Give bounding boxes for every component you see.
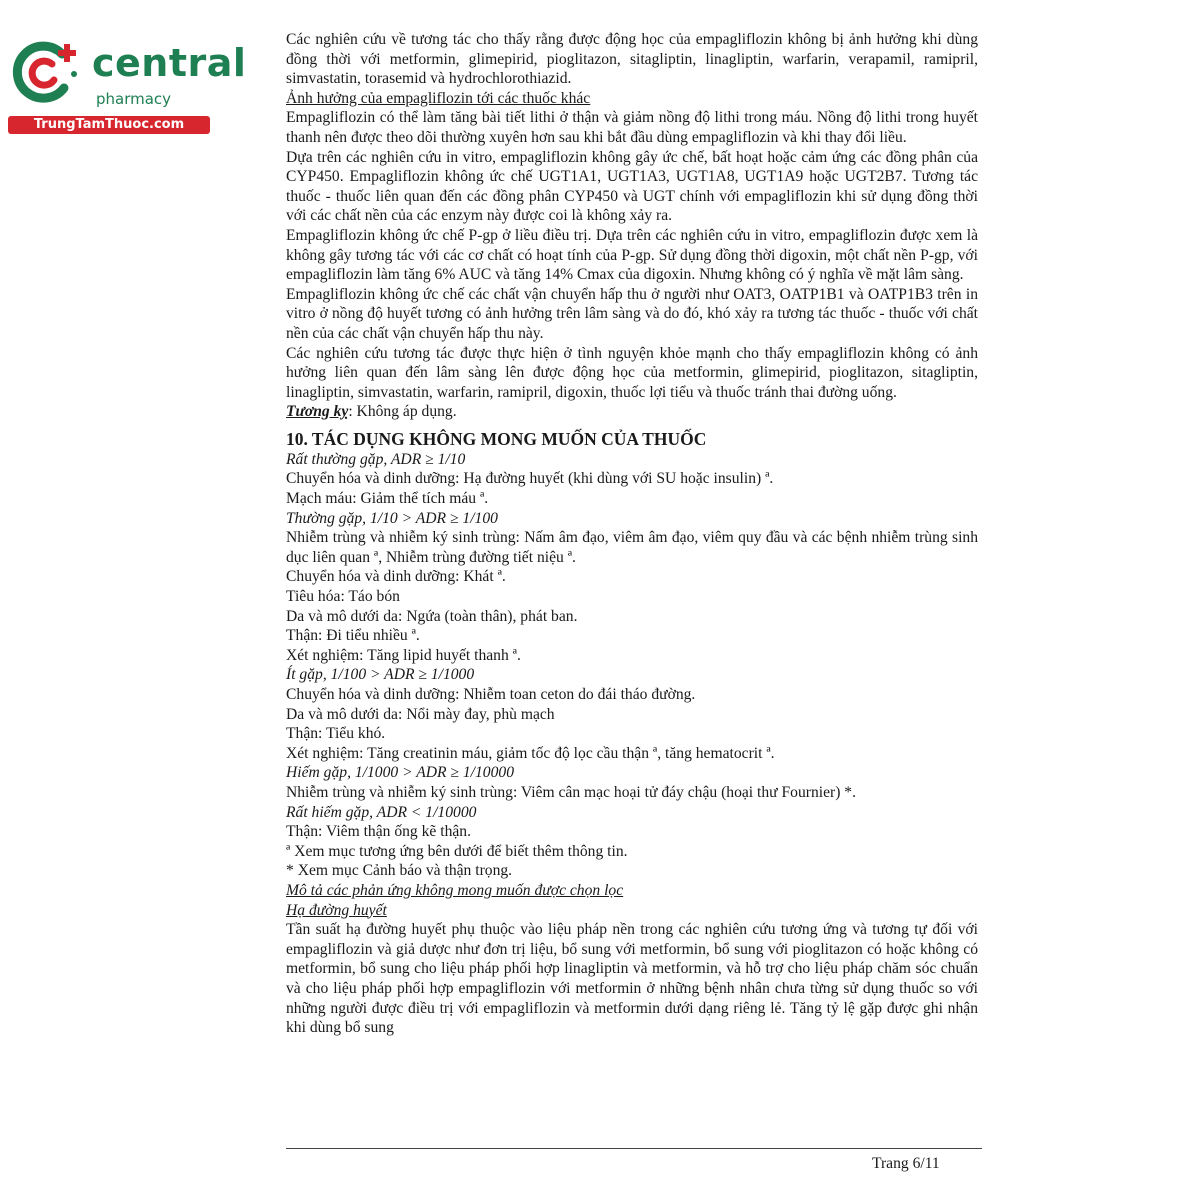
list-item: Nhiễm trùng và nhiễm ký sinh trùng: Viêm cân mạc hoại tử đáy chậu (hoại thư Fournier) *. — [286, 783, 856, 801]
subheading-selected-reactions: Mô tả các phản ứng không mong muốn được chọn lọc — [286, 881, 624, 899]
paragraph: Empagliflozin có thể làm tăng bài tiết lithi ở thận và giảm nồng độ lithi trong máu. Nồng độ lithi trong huyết thanh nên được theo dõi thường xuyên hơn sau khi bắt đầu dùng empagliflozin và khi thay đổi liều. — [286, 109, 978, 146]
list-item: Thận: Viêm thận ống kẽ thận. — [286, 823, 471, 841]
list-item: Xét nghiệm: Tăng lipid huyết thanh ª. — [286, 646, 521, 664]
list-item: Thận: Tiểu khó. — [286, 725, 386, 743]
logo-subtitle: pharmacy — [96, 90, 172, 108]
logo-url-banner: TrungTamThuoc.com — [8, 116, 210, 134]
paragraph: Dựa trên các nghiên cứu in vitro, empagliflozin không gây ức chế, bất hoạt hoặc cảm ứng các đồng phân của CYP450. Empagliflozin không ức chế UGT1A1, UGT1A3, UGT1A8, UGT1A9 hoặc UGT2B7. Tương tác thuốc - thuốc liên quan đến các đồng phân CYP450 và UGT chính với empagliflozin khi sử dụng đồng thời với các chất nền của các enzym này được coi là không xảy ra. — [286, 148, 978, 225]
frequency-heading: Rất thường gặp, ADR ≥ 1/10 — [286, 450, 466, 468]
document-body — [286, 30, 978, 1038]
list-item: Da và mô dưới da: Nổi mày đay, phù mạch — [286, 705, 555, 723]
footer-divider — [286, 1148, 982, 1149]
frequency-heading: Hiếm gặp, 1/1000 > ADR ≥ 1/10000 — [286, 764, 514, 782]
frequency-heading: Rất hiếm gặp, ADR < 1/10000 — [286, 803, 477, 821]
page-number: Trang 6/11 — [872, 1155, 940, 1172]
paragraph: Các nghiên cứu về tương tác cho thấy rằng được động học của empagliflozin không bị ảnh hưởng khi dùng đồng thời với metformin, glimepirid, pioglitazon, sitagliptin, linagliptin, warfarin, verapamil, ramipril, simvastatin, torasemid và hydrochlorothiazid. — [286, 31, 978, 88]
paragraph: Các nghiên cứu tương tác được thực hiện ở tình nguyện khỏe mạnh cho thấy empagliflozin không có ảnh hưởng liên quan đến lâm sàng lên được động học của metformin, glimepirid, pioglitazon, sitagliptin, linagliptin, simvastatin, warfarin, ramipril, digoxin, thuốc lợi tiểu và thuốc tránh thai đường uống. — [286, 344, 978, 401]
list-item: Nhiễm trùng và nhiễm ký sinh trùng: Nấm âm đạo, viêm âm đạo, viêm quy đầu và các bệnh nhiễm trùng sinh dục liên quan ª, Nhiễm trùng đường tiết niệu ª. — [286, 529, 978, 566]
footnote: * Xem mục Cảnh báo và thận trọng. — [286, 862, 513, 880]
frequency-heading: Thường gặp, 1/10 > ADR ≥ 1/100 — [286, 509, 498, 527]
section-heading: 10. TÁC DỤNG KHÔNG MONG MUỐN CỦA THUỐC — [286, 428, 707, 449]
paragraph: Tần suất hạ đường huyết phụ thuộc vào liệu pháp nền trong các nghiên cứu tương ứng và tương tự đối với empagliflozin và giả dược như đơn trị liệu, bổ sung với metformin, bổ sung với pioglitazon có hoặc không có metformin, bổ sung cho liệu pháp phối hợp linagliptin và metformin, và hỗ trợ cho liệu pháp chăm sóc chuẩn và cho liệu pháp phối hợp empagliflozin với metformin ở những bệnh nhân chưa từng sử dụng thuốc so với những người được điều trị với empagliflozin và metformin dưới dạng riêng lẻ. Tăng tỷ lệ gặp được ghi nhận khi dùng bổ sung — [286, 921, 978, 1037]
paragraph: Empagliflozin không ức chế các chất vận chuyển hấp thu ở người như OAT3, OATP1B1 và OATP1B3 trên in vitro ở nồng độ huyết tương có ảnh hưởng trên lâm sàng và do đó, khó xảy ra tương tác thuốc - thuốc với chất nền của các chất vận chuyển hấp thu này. — [286, 285, 978, 342]
brand-logo — [8, 34, 247, 144]
list-item: Tiêu hóa: Táo bón — [286, 588, 400, 606]
list-item: Da và mô dưới da: Ngứa (toàn thân), phát ban. — [286, 607, 578, 625]
list-item: Chuyển hóa và dinh dưỡng: Khát ª. — [286, 568, 506, 586]
footnote: ª Xem mục tương ứng bên dưới để biết thêm thông tin. — [286, 842, 628, 860]
subheading-effect-on-other-drugs: Ảnh hưởng của empagliflozin tới các thuốc khác — [286, 89, 591, 107]
logo-brand-name: central — [92, 41, 247, 85]
list-item: Thận: Đi tiểu nhiều ª. — [286, 627, 420, 645]
logo-mark-icon — [12, 38, 80, 106]
incompatibility-text: : Không áp dụng. — [348, 403, 457, 421]
list-item: Chuyển hóa và dinh dưỡng: Nhiễm toan ceton do đái tháo đường. — [286, 686, 696, 703]
frequency-heading: Ít gặp, 1/100 > ADR ≥ 1/1000 — [286, 666, 475, 684]
subheading-hypoglycemia: Hạ đường huyết — [286, 901, 387, 919]
paragraph: Empagliflozin không ức chế P-gp ở liều điều trị. Dựa trên các nghiên cứu in vitro, empagliflozin được xem là không gây tương tác với các cơ chất có hoạt tính của P-gp. Sử dụng đồng thời digoxin, một chất nền P-gp, với empagliflozin làm tăng 6% AUC và tăng 14% Cmax của digoxin. Nhưng không có ý nghĩa về mặt lâm sàng. — [286, 226, 978, 284]
incompatibility-line — [286, 402, 978, 422]
list-item: Chuyển hóa và dinh dưỡng: Hạ đường huyết (khi dùng với SU hoặc insulin) ª. — [286, 470, 774, 488]
incompatibility-label: Tương kỵ — [286, 403, 349, 421]
list-item: Mạch máu: Giảm thể tích máu ª. — [286, 490, 489, 508]
list-item: Xét nghiệm: Tăng creatinin máu, giảm tốc độ lọc cầu thận ª, tăng hematocrit ª. — [286, 744, 775, 762]
